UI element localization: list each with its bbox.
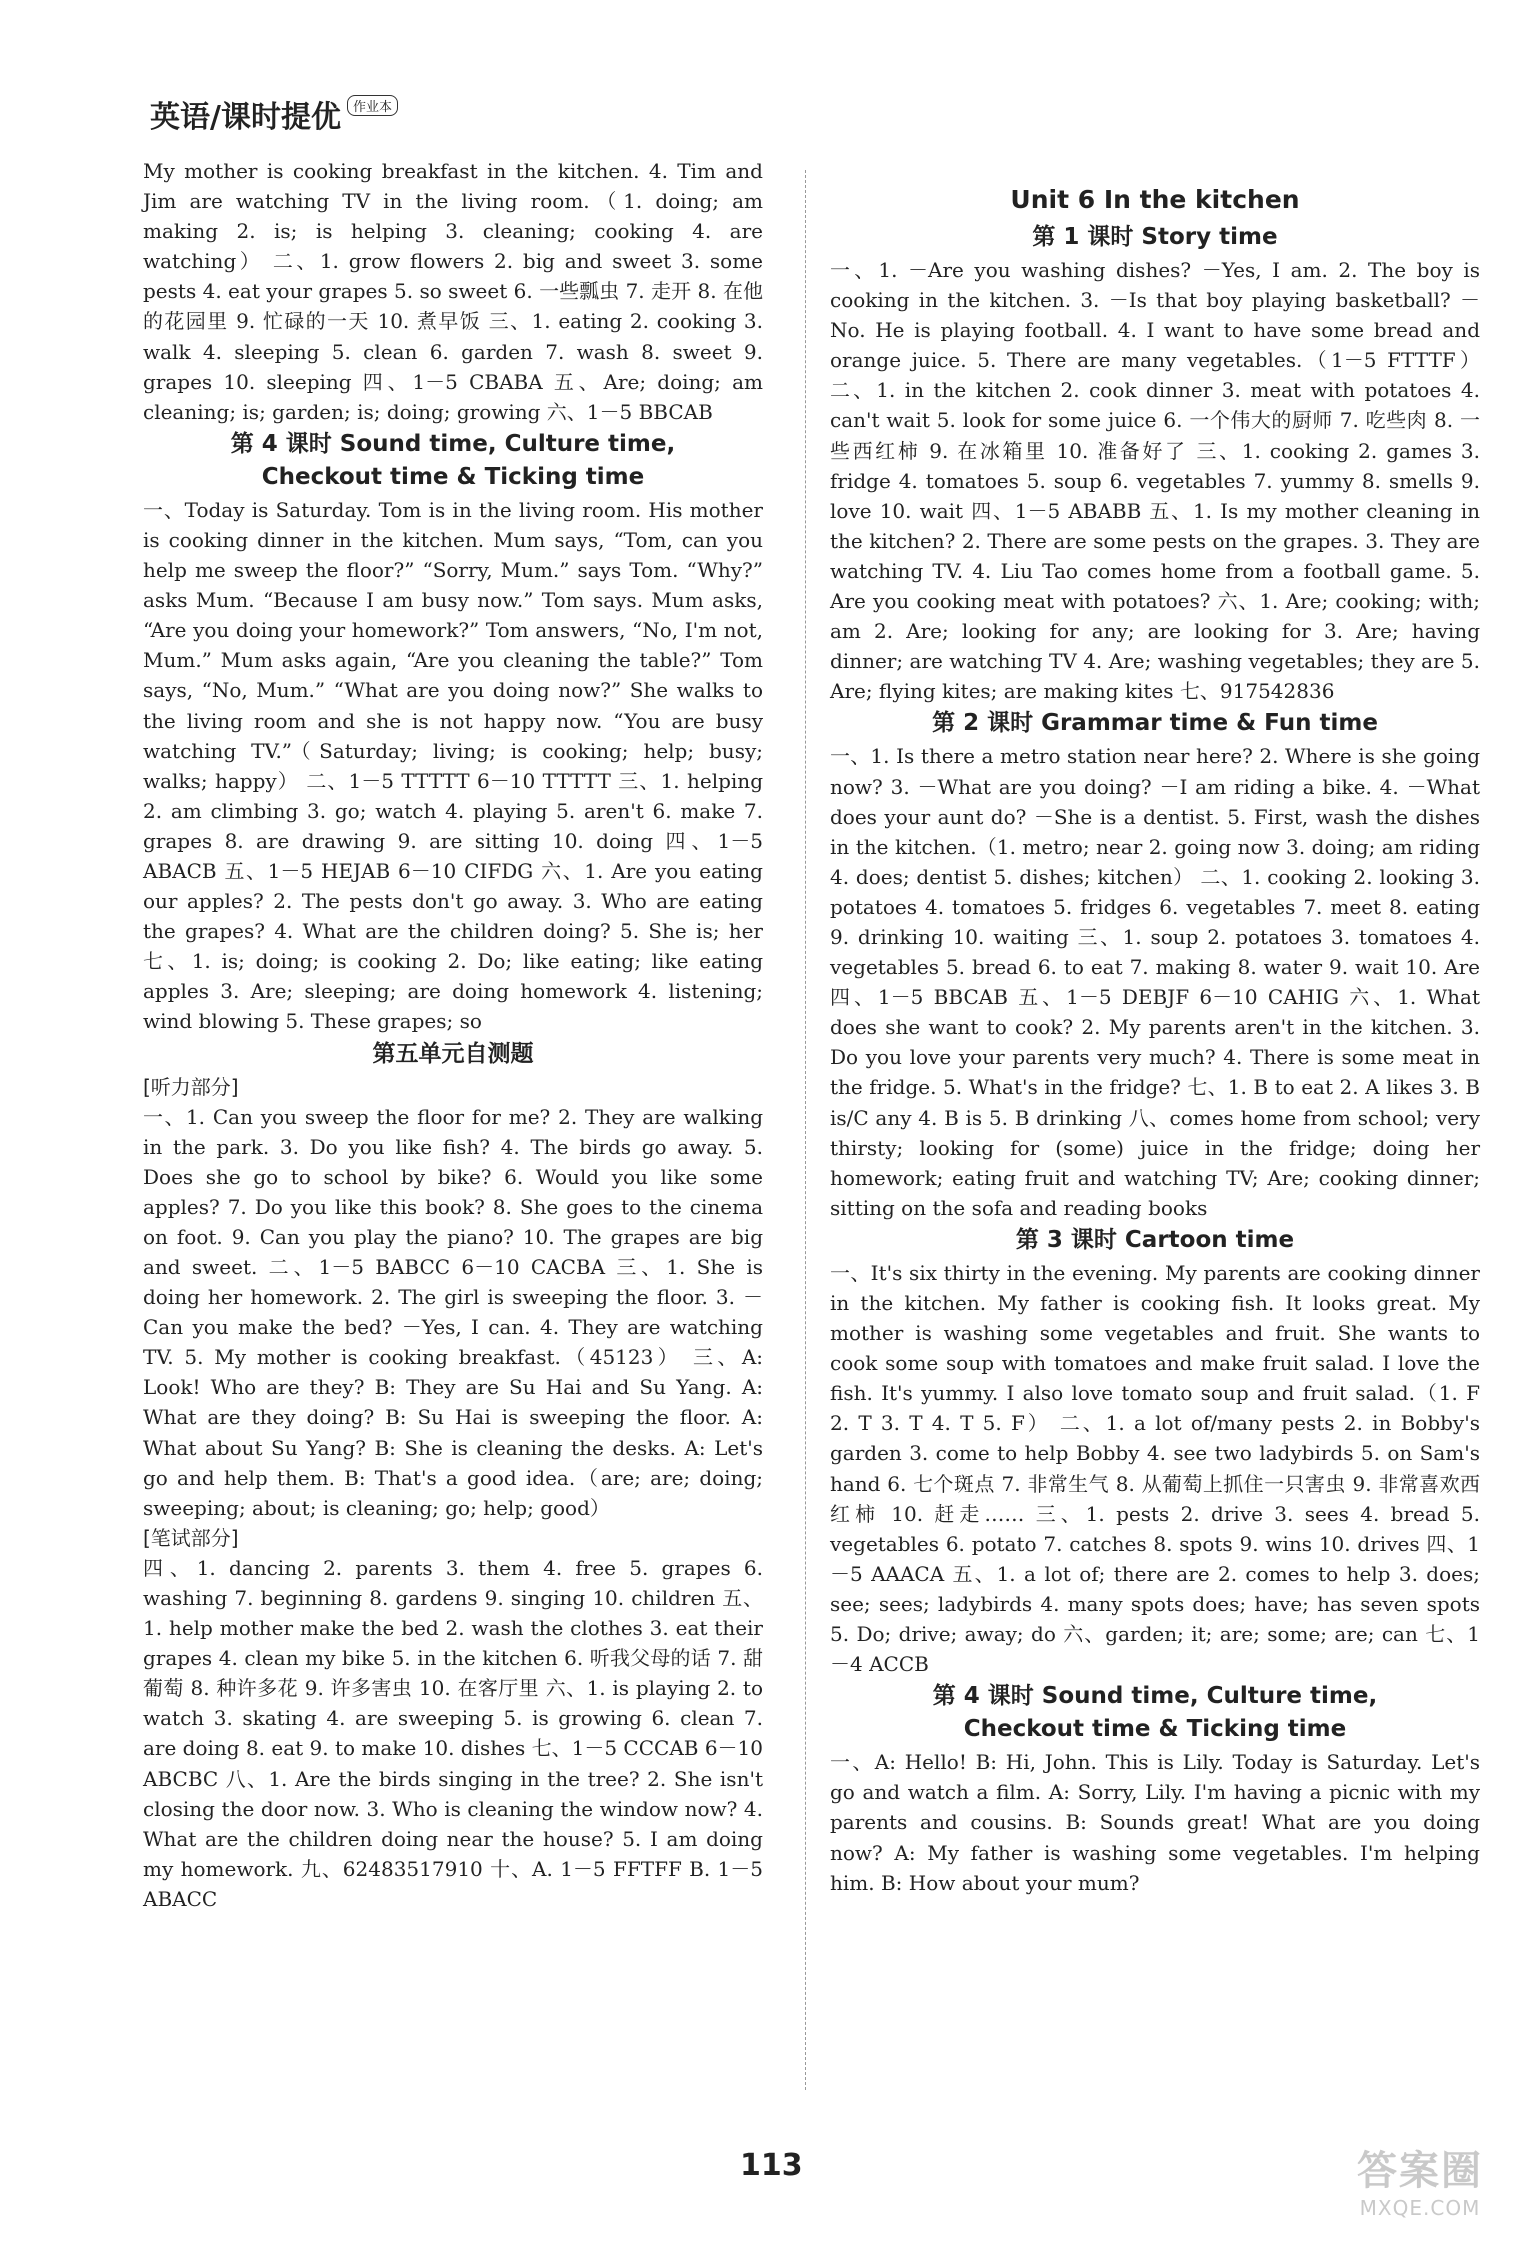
answer-block: 四、1. dancing 2. parents 3. them 4. free 5. grapes 6. washing 7. beginning 8. gardens 9. singing 10. children 五、1. help mother make the bed 2. wash the clothes 3. eat their grapes 4. clean my bike 5. in the kitchen 6. 听我父母的话 7. 甜葡萄 8. 种许多花 9. 许多害虫 10. 在客厅里 六、1. is playing 2. to watch 3. skating 4. are sweeping 5. is growing 6. clean 7. are doing 8. eat 9. to make 10. dishes 七、1－5 CCCAB 6－10 ABCBC 八、1. Are the birds singing in the tree? 2. She isn't closing the door now. 3. Who is cleaning the window now? 4. What are the children doing near the house? 5. I am doing my homework. 九、62483517910 十、A. 1－5 FFTFF B. 1－5 ABACC xyxy=(143,1555,763,1911)
answer-block: 一、1. Can you sweep the floor for me? 2. They are walking in the park. 3. Do you like fish? 4. The birds go away. 5. Does she go to school by bike? 6. Would you like some apples? 7. Do you like this book? 8. She goes to the cinema on foot. 9. Can you play the piano? 10. The grapes are big and sweet. 二、1－5 BABCC 6－10 CACBA 三、1. She is doing her homework. 2. The girl is sweeping the floor. 3. －Can you make the bed? －Yes, I can. 4. They are watching TV. 5. My mother is cooking breakfast.（45123） 三、A: Look! Who are they? B: They are Su Hai and Su Yang. A: What are they doing? B: Su Hai is sweeping the floor. A: What about Su Yang? B: She is cleaning the desks. A: Let's go and help them. B: That's a good idea.（are; are; doing; sweeping; about; is cleaning; go; help; good） xyxy=(143,1104,763,1520)
lesson-title: 第 4 课时 Sound time, Culture time, xyxy=(230,430,676,457)
lesson-subtitle: Checkout time & Ticking time xyxy=(963,1716,1347,1743)
listening-section-label: [听力部分] xyxy=(143,1074,239,1099)
writing-section-label: [笔试部分] xyxy=(143,1525,239,1550)
answer-block: 一、It's six thirty in the evening. My parents are cooking dinner in the kitchen. My father is cooking fish. It looks great. My mother is washing some vegetables and fruit. She wants to cook some soup with tomatoes and make fruit salad. I love the fish. It's yummy. I also love tomato soup and fruit salad.（1. F 2. T 3. T 4. T 5. F） 二、1. a lot of/many pests 2. in Bobby's garden 3. come to help Bobby 4. see two ladybirds 5. on Sam's hand 6. 七个斑点 7. 非常生气 8. 从葡萄上抓住一只害虫 9. 非常喜欢西红柿 10. 赶走…… 三、1. pests 2. drive 3. sees 4. bread 5. vegetables 6. potato 7. catches 8. spots 9. wins 10. drives 四、1－5 AAACA 五、1. a lot of; there are 2. comes to help 3. does; see; sees; ladybirds 4. many spots does; have; has seven spots 5. Do; drive; away; do 六、garden; it; are; some; are; can 七、1－4 ACCB xyxy=(830,1260,1480,1677)
watermark-site: MXQE.COM xyxy=(1359,2196,1481,2220)
column-divider xyxy=(805,170,807,2090)
answer-block: 一、Today is Saturday. Tom is in the living room. His mother is cooking dinner in the kitchen. Mum says, “Tom, can you help me sweep the floor?” “Sorry, Mum.” says Tom. “Why?” asks Mum. “Because I am busy now.” Tom says. Mum asks, “Are you doing your homework?” Tom answers, “No, I'm not, Mum.” Mum asks again, “Are you cleaning the table?” Tom says, “No, Mum.” “What are you doing now?” She walks to the living room and she is not happy now. “You are busy watching TV.”（Saturday; living; is cooking; help; busy; walks; happy） 二、1－5 TTTTT 6－10 TTTTT 三、1. helping 2. am climbing 3. go; watch 4. playing 5. aren't 6. make 7. grapes 8. are drawing 9. are sitting 10. doing 四、1－5 ABACB 五、1－5 HEJAB 6－10 CIFDG 六、1. Are you eating our apples? 2. The pests don't go away. 3. Who are eating the grapes? 4. What are the children doing? 5. She is; her 七、1. is; doing; is cooking 2. Do; like eating; like eating apples 3. Are; sleeping; are doing homework 4. listening; wind blowing 5. These grapes; so xyxy=(143,497,763,1034)
lesson-title: 第 1 课时 Story time xyxy=(1032,224,1278,250)
watermark xyxy=(1357,2139,1483,2220)
lesson-title: 第 2 课时 Grammar time & Fun time xyxy=(932,710,1378,737)
answer-block: 一、1. －Are you washing dishes? －Yes, I am. 2. The boy is cooking in the kitchen. 3. －Is that boy playing basketball? －No. He is playing football. 4. I want to have some bread and orange juice. 5. There are many vegetables.（1－5 FTTTF） 二、1. in the kitchen 2. cook dinner 3. meat with potatoes 4. can't wait 5. look for some juice 6. 一个伟大的厨师 7. 吃些肉 8. 一些西红柿 9. 在冰箱里 10. 准备好了 三、1. cooking 2. games 3. fridge 4. tomatoes 5. soup 6. vegetables 7. yummy 8. smells 9. love 10. wait 四、1－5 ABABB 五、1. Is my mother cleaning in the kitchen? 2. There are some pests on the grapes. 3. They are watching TV. 4. Liu Tao comes home from a football game. 5. Are you cooking meat with potatoes? 六、1. Are; cooking; with; am 2. Are; looking for any; are looking for 3. Are; having dinner; are watching TV 4. Are; washing vegetables; they are 5. Are; flying kites; are making kites 七、917542836 xyxy=(830,258,1480,704)
lesson-subtitle: Checkout time & Ticking time xyxy=(261,463,645,490)
left-column xyxy=(143,156,763,1914)
page-number: 113 xyxy=(740,2148,803,2183)
answer-block: My mother is cooking breakfast in the kitchen. 4. Tim and Jim are watching TV in the living room.（1. doing; am making 2. is; is helping 3. cleaning; cooking 4. are watching） 二、1. grow flowers 2. big and sweet 3. some pests 4. eat your grapes 5. so sweet 6. 一些瓢虫 7. 走开 8. 在他的花园里 9. 忙碌的一天 10. 煮早饭 三、1. eating 2. cooking 3. walk 4. sleeping 5. clean 6. garden 7. wash 8. sweet 9. grapes 10. sleeping 四、1－5 CBABA 五、Are; doing; am cleaning; is; garden; is; doing; growing 六、1－5 BBCAB xyxy=(143,159,763,424)
lesson-title: 第 4 课时 Sound time, Culture time, xyxy=(932,1683,1378,1710)
page-header xyxy=(150,92,398,136)
lesson-title: 第 3 课时 Cartoon time xyxy=(1015,1226,1295,1253)
workbook-tag: 作业本 xyxy=(347,95,398,116)
right-column xyxy=(830,180,1480,1898)
book-title: 英语/课时提优 xyxy=(150,100,341,135)
answer-block: 一、1. Is there a metro station near here? 2. Where is she going now? 3. －What are you doing? －I am riding a bike. 4. －What does your aunt do? －She is a dentist. 5. First, wash the dishes in the kitchen.（1. metro; near 2. going now 3. doing; am riding 4. does; dentist 5. dishes; kitchen） 二、1. cooking 2. looking 3. potatoes 4. tomatoes 5. fridges 6. vegetables 7. meet 8. eating 9. drinking 10. waiting 三、1. soup 2. potatoes 3. tomatoes 4. vegetables 5. bread 6. to eat 7. making 8. water 9. wait 10. Are 四、1－5 BBCAB 五、1－5 DEBJF 6－10 CAHIG 六、1. What does she want to cook? 2. My parents aren't in the kitchen. 3. Do you love your parents very much? 4. There is some meat in the fridge. 5. What's in the fridge? 七、1. B to eat 2. A likes 3. B is/C any 4. B is 5. B drinking 八、comes home from school; very thirsty; looking for (some) juice in the fridge; doing her homework; eating fruit and watching TV; Are; cooking dinner; sitting on the sofa and reading books xyxy=(830,744,1480,1220)
unit-title: Unit 6 In the kitchen xyxy=(1010,185,1300,214)
answer-block: 一、A: Hello! B: Hi, John. This is Lily. Today is Saturday. Let's go and watch a film. A: Sorry, Lily. I'm having a picnic with my parents and cousins. B: Sounds great! What are you doing now? A: My father is washing some vegetables. I'm helping him. B: How about your mum? xyxy=(830,1750,1480,1895)
watermark-logo: 答案圈 xyxy=(1357,2148,1483,2194)
unit-test-title: 第五单元自测题 xyxy=(372,1040,534,1067)
